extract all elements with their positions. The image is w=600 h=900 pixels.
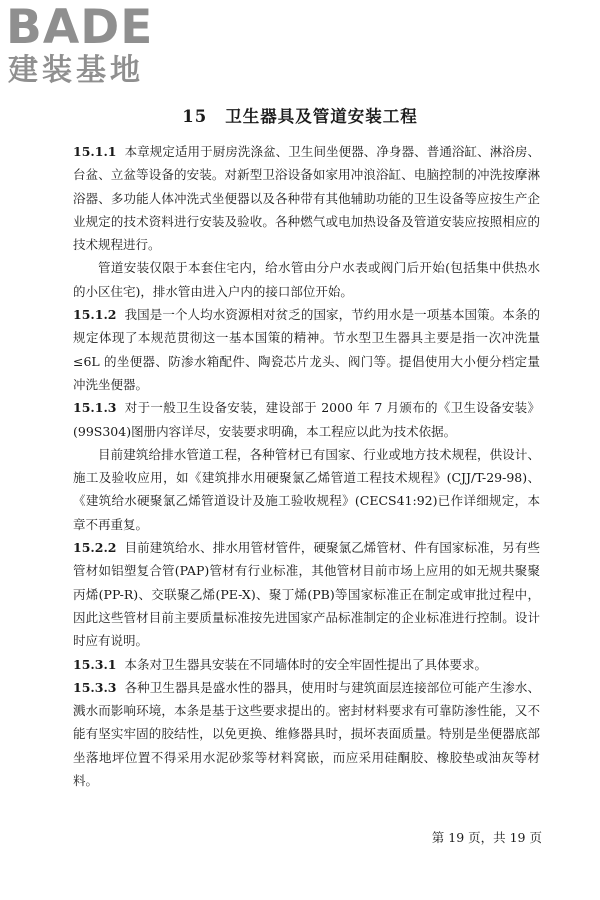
- section-number: 15.1.3: [73, 400, 117, 416]
- logo-brand-text: BADE: [6, 0, 154, 55]
- section-number: 15.3.3: [73, 679, 117, 695]
- paragraph-text: 各种卫生器具是盛水性的器具，使用时与建筑面层连接部位可能产生渗水、溅水而影响环境，本条是基于这些要求提出的。密封材料要求有可靠防渗性能，又不能有坚实牢固的胶结性，以免更换、维修器具时，损坏表面质量。特别是坐便器底部坐落地坪位置不得采用水泥砂浆等材料窝嵌，而应采用硅酮胶、橡胶垫或油灰等材料。: [73, 679, 540, 789]
- logo-subtitle-text: 建装基地: [8, 53, 144, 88]
- paragraph-text: 我国是一个人均水资源相对贫乏的国家，节约用水是一项基本国策。本条的规定体现了本规范贯彻这一基本国策的精神。节水型卫生器具主要是指一次冲洗量≤6L 的坐便器、防渗水箱配件、陶瓷芯片龙头、阀门等。提倡使用大小便分档定量冲洗坐便器。: [73, 307, 540, 392]
- paragraph-text: 本条对卫生器具安装在不同墙体时的安全牢固性提出了具体要求。: [124, 656, 488, 672]
- paragraph-text: 对于一般卫生设备安装，建设部于 2000 年 7 月颁布的《卫生设备安装》(99S304)图册内容详尽，安装要求明确，本工程应以此为技术依据。: [73, 400, 540, 439]
- paragraph-text: 管道安装仅限于本套住宅内，给水管由分户水表或阀门后开始(包括集中供热水的小区住宅)，排水管由进入户内的接口部位开始。: [73, 260, 540, 299]
- section-number: 15.2.2: [73, 540, 117, 556]
- chapter-title: [0, 105, 600, 129]
- chapter-number: 15: [182, 107, 208, 126]
- paragraph-15-2-2: [73, 536, 540, 652]
- paragraph-text: 目前建筑给水、排水用管材管件，硬聚氯乙烯管材、件有国家标准，另有些管材如铝塑复合管(PAP)管材有行业标准，其他管材目前市场上应用的如无规共聚聚丙烯(PP-R)、交联聚乙烯(PE-X)、聚丁烯(PB)等国家标准正在制定或审批过程中，因此这些管材目前主要质量标准按先进国家产品标准制定的企业标准进行控制。设计时应有说明。: [73, 540, 540, 649]
- page-number: 第 19 页，共 19 页: [431, 830, 542, 845]
- paragraph-text: 目前建筑给排水管道工程，各种管材已有国家、行业或地方技术规程，供设计、施工及验收应用，如《建筑排水用硬聚氯乙烯管道工程技术规程》(CJJ/T-29-98)、《建筑给水硬聚氯乙烯管道设计及施工验收规程》(CECS41:92)已作详细规定，本章不再重复。: [73, 446, 540, 532]
- chapter-title-text: 卫生器具及管道安装工程: [225, 107, 418, 126]
- bade-logo: [6, 2, 176, 92]
- section-number: 15.1.1: [73, 144, 117, 159]
- paragraph-15-1-3: [73, 396, 540, 443]
- paragraph-15-3-3: [73, 676, 540, 792]
- document-body: [73, 140, 540, 792]
- paragraph-text: 本章规定适用于厨房洗涤盆、卫生间坐便器、净身器、普通浴缸、淋浴房、台盆、立盆等设备的安装。对新型卫浴设备如家用冲浪浴缸、电脑控制的冲洗按摩淋浴器、多功能人体冲洗式坐便器以及各种带有其他辅助功能的卫生设备等应按生产企业规定的技术资料进行安装及验收。各种燃气或电加热设备及管道安装应按照相应的技术规程进行。: [73, 144, 540, 253]
- section-number: 15.3.1: [73, 656, 117, 672]
- paragraph-15-3-1: [73, 653, 540, 676]
- paragraph-15-1-1: [73, 140, 540, 256]
- paragraph-15-1-3-cont: [73, 443, 540, 536]
- paragraph-15-1-2: [73, 303, 540, 396]
- paragraph-15-1-1-cont: [73, 256, 540, 303]
- section-number: 15.1.2: [73, 307, 117, 323]
